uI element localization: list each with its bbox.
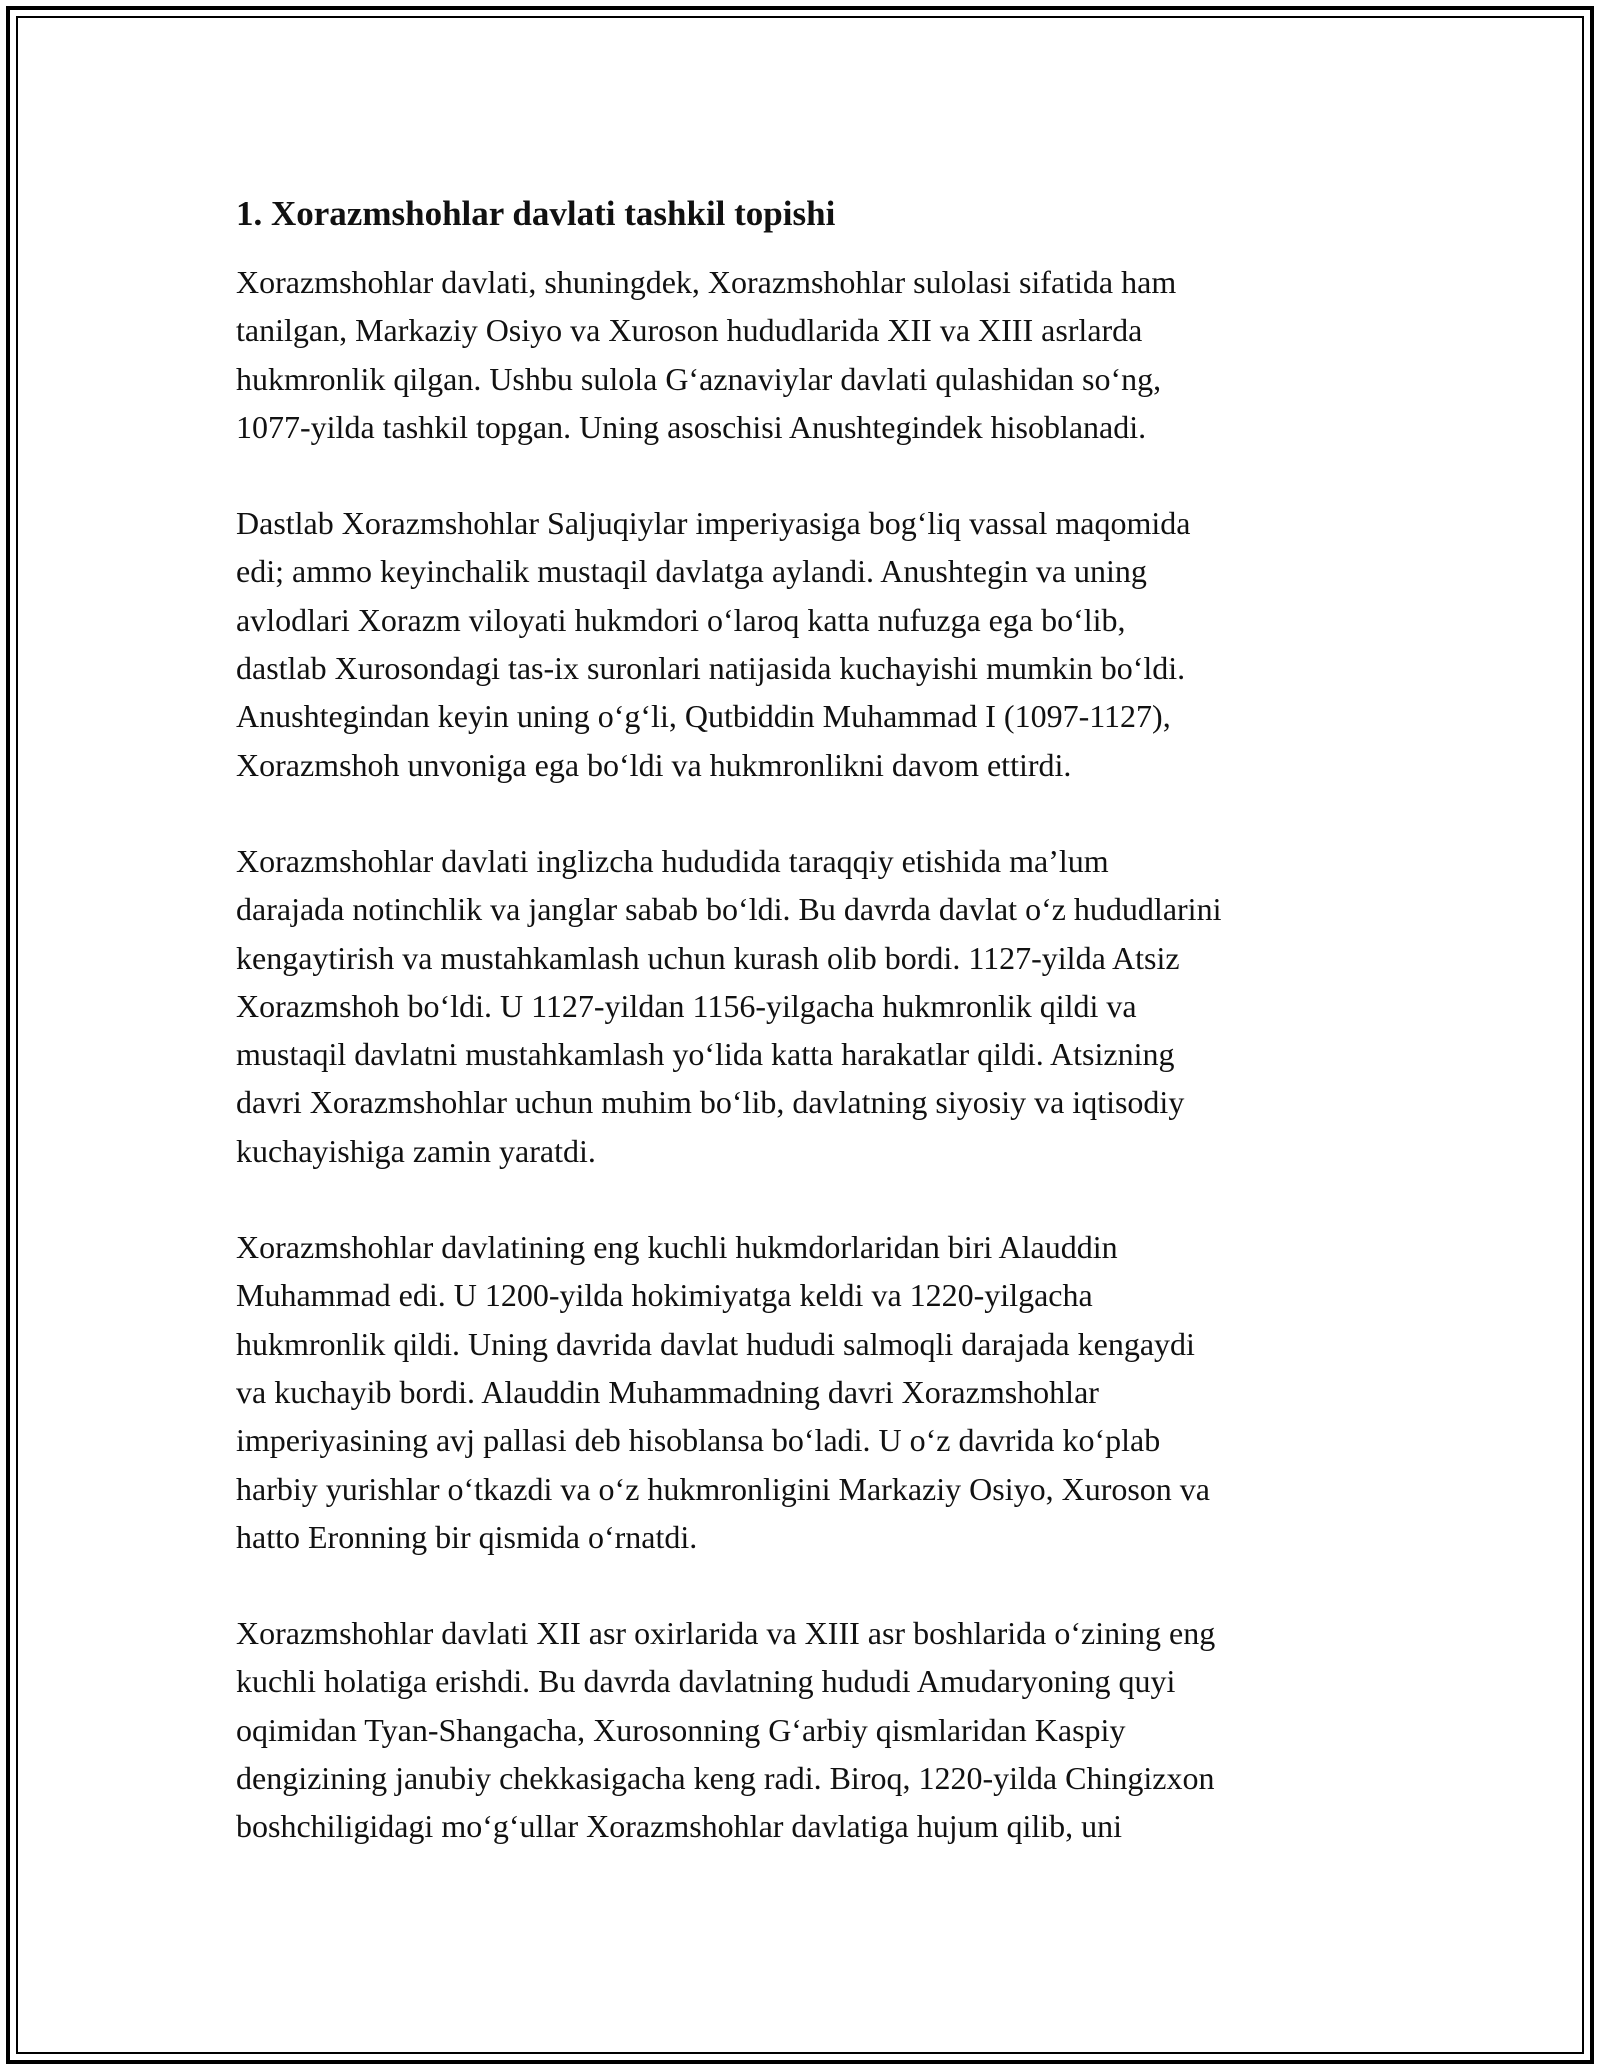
text-line: davri Xorazmshohlar uchun muhim bo‘lib, davlatning siyosiy va iqtisodiy bbox=[236, 1084, 1185, 1121]
paragraph-2 bbox=[236, 499, 1376, 789]
paragraph-3 bbox=[236, 837, 1376, 1175]
text-line: oqimidan Tyan-Shangacha, Xurosonning G‘arbiy qismlaridan Kaspiy bbox=[236, 1711, 1126, 1748]
text-line: hukmronlik qildi. Uning davrida davlat hududi salmoqli darajada kengaydi bbox=[236, 1325, 1195, 1362]
text-line: avlodlari Xorazm viloyati hukmdori o‘laroq katta nufuzga ega bo‘lib, bbox=[236, 601, 1126, 638]
text-line: Xorazmshohlar davlati XII asr oxirlarida va XIII asr boshlarida o‘zining eng bbox=[236, 1615, 1216, 1652]
paragraph-1 bbox=[236, 258, 1376, 451]
text-line: Xorazmshohlar davlatining eng kuchli hukmdorlaridan biri Alauddin bbox=[236, 1229, 1118, 1266]
text-line: dengizining janubiy chekkasigacha keng radi. Biroq, 1220-yilda Chingizxon bbox=[236, 1760, 1215, 1797]
text-line: Dastlab Xorazmshohlar Saljuqiylar imperiyasiga bog‘liq vassal maqomida bbox=[236, 505, 1191, 542]
text-line: kengaytirish va mustahkamlash uchun kurash olib bordi. 1127-yilda Atsiz bbox=[236, 939, 1180, 976]
text-line: harbiy yurishlar o‘tkazdi va o‘z hukmronligini Markaziy Osiyo, Xuroson va bbox=[236, 1470, 1210, 1507]
text-line: imperiyasining avj pallasi deb hisoblansa bo‘ladi. U o‘z davrida ko‘plab bbox=[236, 1422, 1161, 1459]
text-line: dastlab Xurosondagi tas-ix suronlari natijasida kuchayishi mumkin bo‘ldi. bbox=[236, 650, 1186, 687]
text-line: Xorazmshoh unvoniga ega bo‘ldi va hukmronlikni davom ettirdi. bbox=[236, 746, 1072, 783]
text-line: 1077-yilda tashkil topgan. Uning asoschisi Anushtegindek hisoblanadi. bbox=[236, 408, 1147, 445]
text-line: va kuchayib bordi. Alauddin Muhammadning davri Xorazmshohlar bbox=[236, 1373, 1099, 1410]
paragraph-4 bbox=[236, 1223, 1376, 1561]
section-title: 1. Xorazmshohlar davlati tashkil topishi bbox=[236, 194, 836, 233]
text-line: hatto Eronning bir qismida o‘rnatdi. bbox=[236, 1518, 698, 1555]
text-line: Muhammad edi. U 1200-yilda hokimiyatga keldi va 1220-yilgacha bbox=[236, 1277, 1093, 1314]
text-line: kuchayishiga zamin yaratdi. bbox=[236, 1132, 596, 1169]
text-line: darajada notinchlik va janglar sabab bo‘ldi. Bu davrda davlat o‘z hududlarini bbox=[236, 891, 1222, 928]
text-line: mustaqil davlatni mustahkamlash yo‘lida katta harakatlar qildi. Atsizning bbox=[236, 1036, 1175, 1073]
text-line: Xorazmshohlar davlati, shuningdek, Xorazmshohlar sulolasi sifatida ham bbox=[236, 264, 1177, 300]
text-line: hukmronlik qilgan. Ushbu sulola G‘aznaviylar davlati qulashidan so‘ng, bbox=[236, 360, 1162, 397]
text-line: edi; ammo keyinchalik mustaqil davlatga aylandi. Anushtegin va uning bbox=[236, 553, 1147, 590]
paragraph-5 bbox=[236, 1609, 1376, 1850]
text-line: Xorazmshoh bo‘ldi. U 1127-yildan 1156-yilgacha hukmronlik qildi va bbox=[236, 987, 1137, 1024]
text-line: kuchli holatiga erishdi. Bu davrda davlatning hududi Amudaryoning quyi bbox=[236, 1663, 1176, 1700]
text-line: boshchiligidagi mo‘g‘ullar Xorazmshohlar davlatiga hujum qilib, uni bbox=[236, 1808, 1123, 1845]
text-line: Anushtegindan keyin uning o‘g‘li, Qutbiddin Muhammad I (1097-1127), bbox=[236, 698, 1171, 735]
text-line: Xorazmshohlar davlati inglizcha hududida taraqqiy etishida ma’lum bbox=[236, 842, 1109, 879]
document-body bbox=[236, 190, 1376, 1899]
text-line: tanilgan, Markaziy Osiyo va Xuroson hududlarida XII va XIII asrlarda bbox=[236, 312, 1143, 349]
